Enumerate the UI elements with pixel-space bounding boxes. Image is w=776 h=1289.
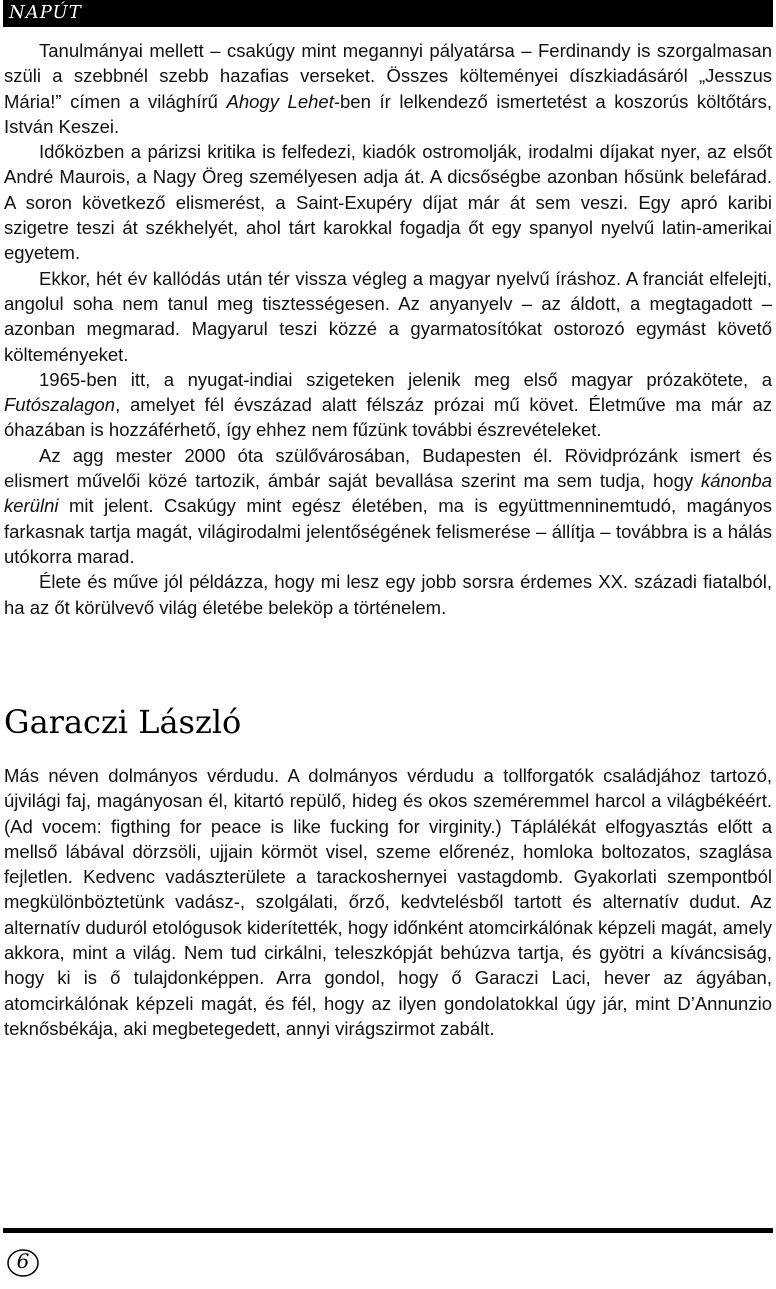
section-body [4,763,772,1041]
paragraph: 1965-ben itt, a nyugat-indiai szigeteken jelenik meg első magyar prózakötete, a Futószalagon, amelyet fél évszázad alatt félszáz prózai mű követ. Életműve ma már az óhazában is hozzáférhető, így ehhez nem fűzünk további észrevételeket. [4,368,772,441]
section-heading: Garaczi László [4,703,242,741]
paragraph: Az agg mester 2000 óta szülővárosában, Budapesten él. Rövidprózánk ismert és elismert művelői közé tartozik, ámbár saját bevallása szerint ma sem tudja, hogy kánonba kerülni mit jelent. Csakúgy mint egész életében, ma is együttmenninemtudó, magányos farkasnak tartja magát, világirodalmi jelentőségének felismerése – állítja – továbbra is a hálás utókorra marad. [4,444,772,567]
page-number: 6 [16,1249,30,1273]
paragraph: Ekkor, hét év kallódás után tér vissza végleg a magyar nyelvű íráshoz. A franciát elfelejti, angolul soha nem tanul meg tisztességesen. Az anyanyelv – az áldott, a megtagadott – azonban megmarad. Magyarul teszi közzé a gyarmatosítókat ostorozó egymást követő költeményeket. [4,267,772,365]
header-bar [3,0,773,27]
paragraph: Időközben a párizsi kritika is felfedezi, kiadók ostromolják, irodalmi díjakat nyer, az elsőt André Maurois, a Nagy Öreg személyesen adja át. A dicsőségbe azonban hősünk belefárad. A soron következő elismerést, a Saint-Exupéry díjat már át sem veszi. Egy apró karibi szigetre teszi át székhelyét, ahol tárt karokkal fogadja őt egy spanyol nyelvű latin-amerikai egyetem. [4,141,772,264]
paragraph: Más néven dolmányos vérdudu. A dolmányos vérdudu a tollforgatók családjához tartozó, újvilági faj, magányosan él, kitartó repülő, hideg és okos szeméremmel harcol a világbékéért. (Ad vocem: figthing for peace is like fucking for virginity.) Táplálékát elfogyasztás előtt a mellső lábával dörzsöli, ujjain körmöt visel, szeme előrenéz, homloka boltozatos, szaglása fejletlen. Kedvenc vadászterülete a tarackoshernyei vastagdomb. Gyakorlati szempontból megkülönböztetünk vadász-, szolgálati, őrző, kedvtelésből tartott és alternatív dudut. Az alternatív duduról etológusok kiderítették, hogy időnként atomcirkálónak képzeli magát, amely akkora, mint a világ. Nem tud cirkálni, teleszkópját behúzva tartja, és gyötri a kíváncsiság, hogy ki is ő tulajdonképpen. Arra gondol, hogy ő Garaczi Laci, hever az ágyában, atomcirkálónak képzeli magát, és fél, hogy az ilyen gondolatokkal úgy jár, mint D’Annunzio teknősbékája, aki megbetegedett, annyi virágszirmot zabált. [4,765,772,1039]
paragraph: Tanulmányai mellett – csakúgy mint megannyi pályatársa – Ferdinandy is szorgalmasan szüli a szebbnél szebb hazafias verseket. Összes költeményei díszkiadásáról „Jesszus Mária!” címen a világhírű Ahogy Lehet-ben ír lelkendező ismertetést a koszorús költőtárs, István Keszei. [4,40,772,137]
page-number-badge [6,1246,40,1280]
footer-rule [3,1228,773,1233]
article-body [4,38,772,620]
magazine-logo: NAPÚT [9,2,82,23]
paragraph: Élete és műve jól példázza, hogy mi lesz egy jobb sorsra érdemes XX. századi fiatalból, ha az őt körülvevő világ életébe beleköp a történelem. [4,571,772,618]
